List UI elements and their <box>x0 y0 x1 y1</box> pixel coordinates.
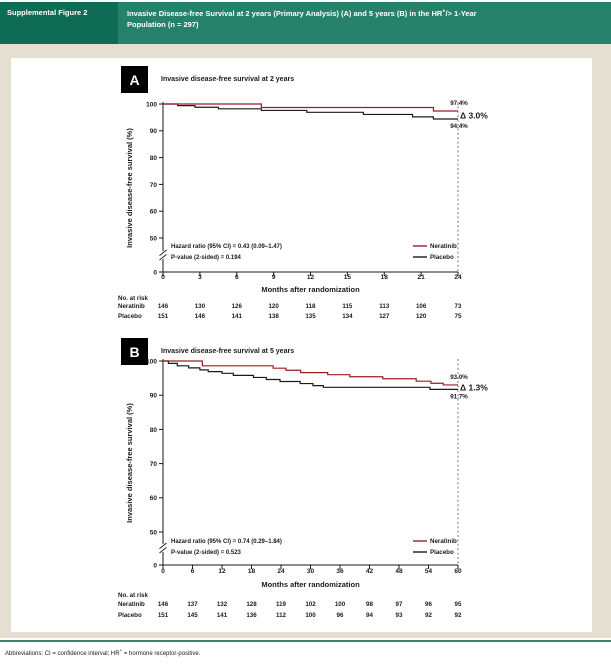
svg-text:42: 42 <box>365 568 374 575</box>
svg-text:137: 137 <box>187 601 198 608</box>
svg-text:98: 98 <box>366 601 373 608</box>
stats-text <box>171 539 282 556</box>
svg-text:15: 15 <box>343 274 351 281</box>
svg-text:70: 70 <box>149 461 157 468</box>
figure-title-rest: /> 1-Year <box>445 9 477 18</box>
svg-text:No. at risk: No. at risk <box>118 295 148 302</box>
svg-text:12: 12 <box>218 568 226 575</box>
svg-text:100: 100 <box>334 601 346 608</box>
svg-text:128: 128 <box>246 601 257 608</box>
svg-text:90: 90 <box>149 128 157 136</box>
svg-text:6: 6 <box>190 568 195 575</box>
svg-text:95: 95 <box>454 601 462 608</box>
svg-text:Months after randomization: Months after randomization <box>261 285 360 294</box>
svg-text:91.7%: 91.7% <box>450 393 468 401</box>
svg-text:112: 112 <box>276 612 286 619</box>
figure-number-label: Supplemental Figure 2 <box>0 2 118 44</box>
svg-text:97: 97 <box>395 601 403 608</box>
svg-text:21: 21 <box>417 274 425 281</box>
svg-text:93: 93 <box>395 612 403 619</box>
svg-text:119: 119 <box>276 601 286 608</box>
svg-text:151: 151 <box>157 612 169 619</box>
footnote-post: = hormone receptor-positive. <box>122 651 201 657</box>
svg-text:P-value (2-sided) = 0.523: P-value (2-sided) = 0.523 <box>171 550 241 556</box>
svg-text:Neratinib: Neratinib <box>118 601 145 608</box>
svg-text:113: 113 <box>379 303 390 310</box>
svg-text:115: 115 <box>342 303 353 310</box>
svg-text:Placebo: Placebo <box>430 254 454 261</box>
svg-text:92: 92 <box>454 612 462 619</box>
svg-text:146: 146 <box>157 601 169 608</box>
svg-text:0: 0 <box>161 568 165 575</box>
svg-text:50: 50 <box>149 235 157 243</box>
svg-text:Hazard ratio (95% CI) = 0.74 (: Hazard ratio (95% CI) = 0.74 (0.29–1.84) <box>171 539 282 545</box>
svg-text:24: 24 <box>454 274 462 281</box>
svg-text:127: 127 <box>379 313 390 320</box>
svg-text:Δ 1.3%: Δ 1.3% <box>460 382 488 393</box>
svg-text:0: 0 <box>153 562 157 570</box>
svg-text:Invasive disease-free survival: Invasive disease-free survival (%) <box>125 403 134 523</box>
svg-text:80: 80 <box>149 155 157 162</box>
axes <box>125 101 462 294</box>
risk-table <box>118 295 462 320</box>
svg-text:Placebo: Placebo <box>430 549 454 556</box>
svg-text:Neratinib: Neratinib <box>118 303 145 310</box>
panel-a-title: Invasive disease-free survival at 2 years <box>161 76 295 83</box>
svg-text:Invasive disease-free survival: Invasive disease-free survival (%) <box>125 128 134 248</box>
svg-text:145: 145 <box>187 612 198 619</box>
bottom-divider-line <box>0 640 611 642</box>
abbreviations-footnote <box>5 648 201 657</box>
panel-a-header <box>121 66 294 93</box>
svg-text:18: 18 <box>247 568 256 575</box>
svg-text:54: 54 <box>424 568 433 575</box>
svg-text:146: 146 <box>157 303 169 310</box>
svg-text:0: 0 <box>161 274 165 281</box>
svg-text:96: 96 <box>336 612 344 619</box>
svg-text:30: 30 <box>306 568 315 575</box>
svg-text:80: 80 <box>149 426 157 434</box>
panel-b-km-chart <box>11 353 592 625</box>
svg-text:9: 9 <box>271 274 276 281</box>
svg-text:Neratinib: Neratinib <box>430 538 457 545</box>
svg-text:36: 36 <box>336 568 344 575</box>
svg-text:138: 138 <box>268 313 279 320</box>
svg-text:Months after randomization: Months after randomization <box>261 580 360 589</box>
svg-text:12: 12 <box>306 274 315 281</box>
svg-text:132: 132 <box>216 601 228 608</box>
svg-text:141: 141 <box>231 313 242 320</box>
svg-text:134: 134 <box>342 313 353 320</box>
svg-text:73: 73 <box>454 303 462 310</box>
svg-text:94: 94 <box>366 612 373 619</box>
svg-text:141: 141 <box>216 612 228 619</box>
svg-text:60: 60 <box>454 568 462 575</box>
svg-text:48: 48 <box>395 568 403 575</box>
svg-text:Placebo: Placebo <box>118 612 142 619</box>
svg-text:P-value (2-sided) = 0.194: P-value (2-sided) = 0.194 <box>171 255 241 261</box>
y-axis-break-icon <box>160 250 167 260</box>
svg-text:50: 50 <box>149 529 157 537</box>
figure-title <box>118 2 611 44</box>
survival-curve-neratinib <box>163 361 458 385</box>
svg-text:100: 100 <box>305 612 316 619</box>
svg-text:102: 102 <box>305 601 316 608</box>
svg-text:146: 146 <box>194 313 206 320</box>
svg-text:60: 60 <box>149 495 157 503</box>
risk-table <box>118 592 462 619</box>
svg-text:135: 135 <box>305 313 316 320</box>
figure-title-main: Invasive Disease-free Survival at 2 years (Primary Analysis) (A) and 5 years (B) in the HR <box>127 9 443 18</box>
svg-text:18: 18 <box>380 274 388 281</box>
panel-b-title: Invasive disease-free survival at 5 years <box>161 348 295 355</box>
svg-text:136: 136 <box>246 612 257 619</box>
panel-a-km-chart <box>11 96 592 332</box>
svg-text:96: 96 <box>425 601 432 608</box>
svg-text:93.0%: 93.0% <box>450 373 468 381</box>
svg-text:100: 100 <box>146 358 157 366</box>
svg-text:120: 120 <box>268 303 279 310</box>
svg-text:118: 118 <box>305 303 316 310</box>
svg-text:0: 0 <box>153 269 157 277</box>
figure-header <box>0 2 611 44</box>
legend <box>413 243 457 261</box>
svg-text:106: 106 <box>415 303 427 310</box>
svg-text:97.4%: 97.4% <box>450 99 468 107</box>
svg-text:70: 70 <box>149 181 157 189</box>
svg-text:Hazard ratio (95% CI) = 0.43 (: Hazard ratio (95% CI) = 0.43 (0.09–1.47) <box>171 244 282 250</box>
svg-text:92: 92 <box>425 612 432 619</box>
svg-text:126: 126 <box>231 303 242 310</box>
svg-text:6: 6 <box>234 274 239 281</box>
svg-text:No. at risk: No. at risk <box>118 592 148 599</box>
svg-text:24: 24 <box>277 568 285 575</box>
svg-text:60: 60 <box>149 208 157 216</box>
figure-title-line2: Population (n = 297) <box>127 20 199 29</box>
panel-a-letter-box: A <box>121 66 148 93</box>
svg-text:120: 120 <box>415 313 427 320</box>
panel-b-letter-box: B <box>121 338 148 365</box>
figure-title-superscript: + <box>442 8 446 15</box>
footnote-pre: Abbreviations: CI = confidence interval; HR <box>5 651 120 657</box>
svg-text:Neratinib: Neratinib <box>430 243 457 250</box>
svg-text:100: 100 <box>146 101 157 109</box>
svg-text:90: 90 <box>149 392 157 400</box>
survival-curve-placebo <box>163 104 458 119</box>
svg-text:151: 151 <box>157 313 169 320</box>
figure-panel <box>11 58 592 632</box>
svg-text:3: 3 <box>198 274 202 281</box>
footnote-superscript: + <box>119 648 123 653</box>
svg-text:Δ 3.0%: Δ 3.0% <box>460 110 488 121</box>
svg-text:75: 75 <box>454 313 462 320</box>
svg-text:94.4%: 94.4% <box>450 123 468 131</box>
endpoint-annotations <box>450 374 488 400</box>
legend <box>413 538 457 556</box>
stats-text <box>171 244 282 261</box>
endpoint-annotations <box>450 100 488 130</box>
svg-text:130: 130 <box>194 303 206 310</box>
y-axis-break-icon <box>160 543 167 553</box>
svg-text:Placebo: Placebo <box>118 313 142 320</box>
